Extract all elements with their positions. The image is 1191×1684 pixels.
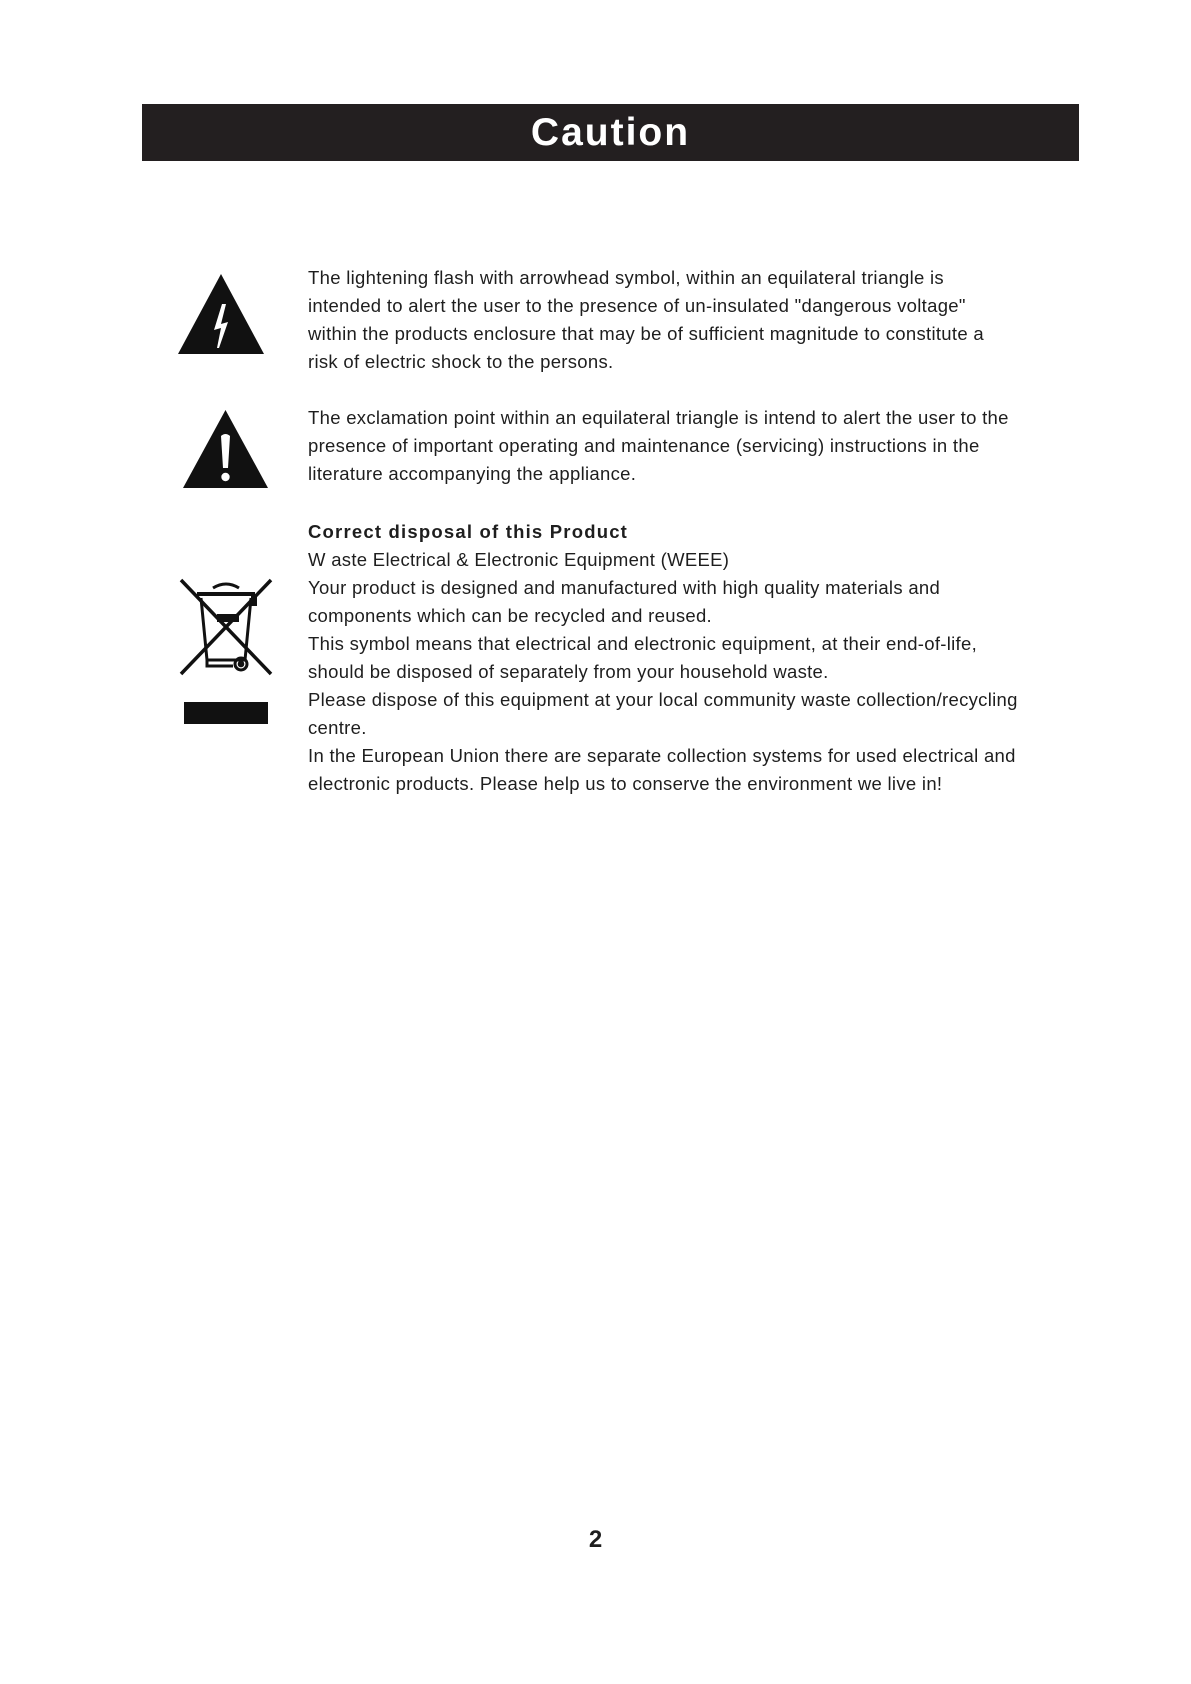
lightning-symbol-description <box>308 264 1018 376</box>
page-number: 2 <box>588 1526 603 1553</box>
page-title: Caution <box>530 111 691 154</box>
lightning-symbol-text: The lightening flash with arrowhead symbol, within an equilateral triangle is intended to alert the user to the presence of un-insulated "dangerous voltage" within the products enclosure that may be of sufficient magnitude to constitute a risk of electric shock to the persons. <box>308 267 984 372</box>
crossed-out-wheelie-bin-icon <box>175 574 277 678</box>
disposal-line: In the European Union there are separate collection systems for used electrical and electronic products. Please help us to conserve the environment we live in! <box>308 745 1016 794</box>
exclamation-warning-triangle-icon <box>181 408 270 490</box>
disposal-line: W aste Electrical & Electronic Equipment (WEEE) <box>308 549 730 570</box>
disposal-heading: Correct disposal of this Product <box>308 521 629 542</box>
disposal-section <box>308 518 1018 798</box>
caution-header-bar <box>142 104 1079 161</box>
exclamation-symbol-text: The exclamation point within an equilateral triangle is intend to alert the user to the presence of important operating and maintenance (servicing) instructions in the literature accompanying the appliance. <box>308 407 1009 484</box>
disposal-line: Your product is designed and manufactured with high quality materials and components which can be recycled and reused. <box>308 577 941 626</box>
lightning-warning-triangle-icon <box>176 272 266 356</box>
exclamation-symbol-description <box>308 404 1018 488</box>
disposal-line: Please dispose of this equipment at your local community waste collection/recycling centre. <box>308 689 1018 738</box>
disposal-line: This symbol means that electrical and electronic equipment, at their end-of-life, should be disposed of separately from your household waste. <box>308 633 978 682</box>
weee-black-bar <box>184 702 268 724</box>
